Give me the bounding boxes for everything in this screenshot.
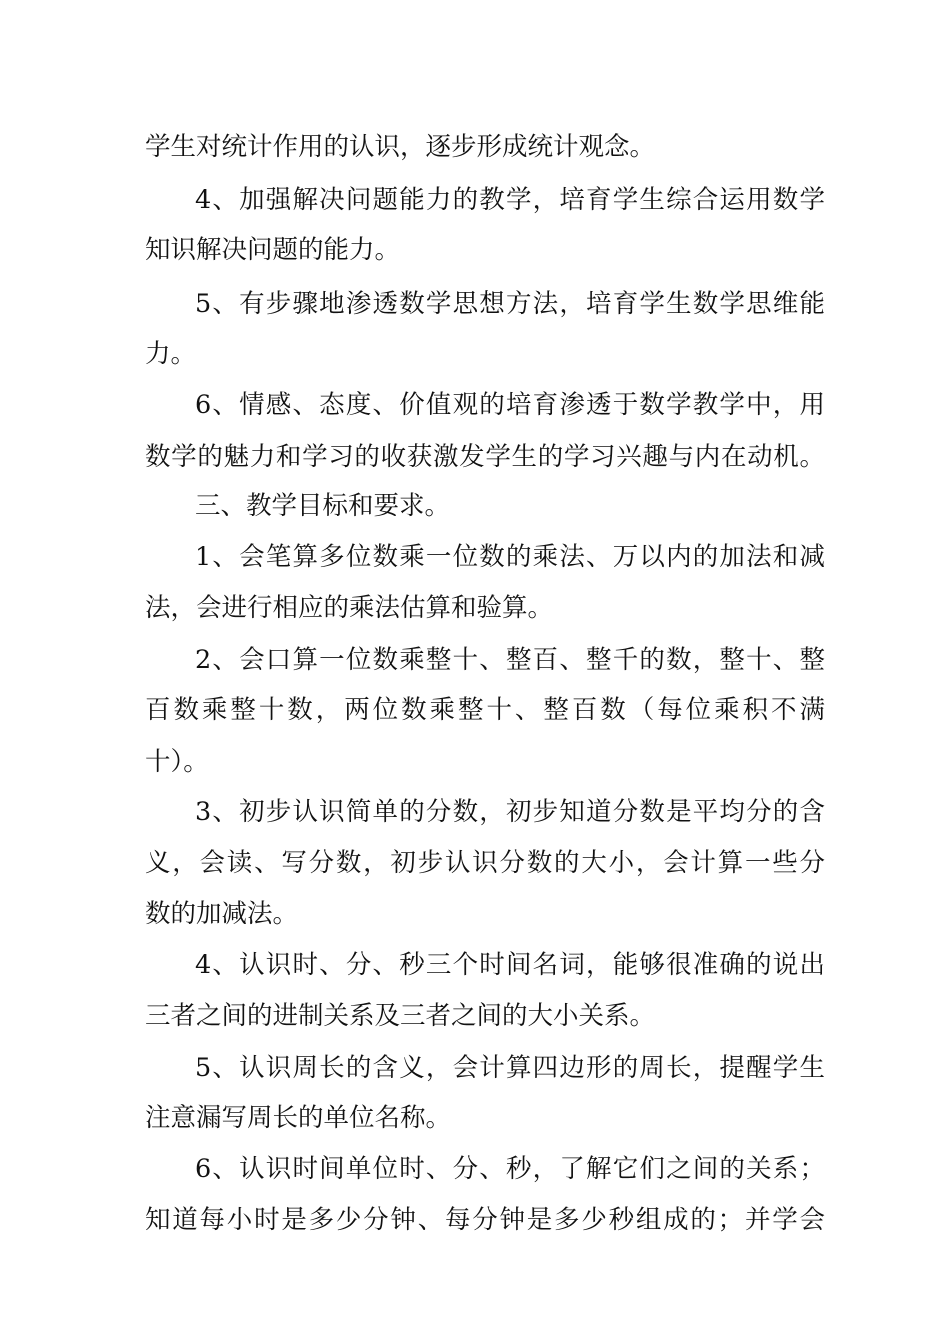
text-line: 力。 [145,339,197,369]
text-line: 4、认识时、分、秒三个时间名词，能够很准确的说出 [195,950,825,980]
text-line: 3、初步认识简单的分数，初步知道分数是平均分的含 [195,797,825,827]
text-line: 十）。 [145,747,209,777]
text-line: 2、会口算一位数乘整十、整百、整千的数，整十、整 [195,645,825,675]
text-line: 5、有步骤地渗透数学思想方法，培育学生数学思维能 [195,289,825,319]
text-line: 数学的魅力和学习的收获激发学生的学习兴趣与内在动机。 [145,442,825,472]
text-line: 知识解决问题的能力。 [145,235,401,265]
section-heading: 三、教学目标和要求。 [195,491,451,521]
text-line: 6、认识时间单位时、分、秒，了解它们之间的关系； [195,1154,825,1184]
text-line: 学生对统计作用的认识，逐步形成统计观念。 [145,132,656,162]
text-line: 知道每小时是多少分钟、每分钟是多少秒组成的；并学会 [145,1205,825,1235]
text-line: 4、加强解决问题能力的教学，培育学生综合运用数学 [195,185,825,215]
text-line: 义，会读、写分数，初步认识分数的大小，会计算一些分 [145,848,825,878]
text-line: 法，会进行相应的乘法估算和验算。 [145,593,554,623]
text-line: 注意漏写周长的单位名称。 [145,1103,452,1133]
text-line: 6、情感、态度、价值观的培育渗透于数学教学中，用 [195,390,825,420]
text-line: 百数乘整十数，两位数乘整十、整百数（每位乘积不满 [145,695,825,725]
text-line: 5、认识周长的含义，会计算四边形的周长，提醒学生 [195,1053,825,1083]
text-line: 数的加减法。 [145,899,299,929]
text-line: 1、会笔算多位数乘一位数的乘法、万以内的加法和减 [195,542,825,572]
text-line: 三者之间的进制关系及三者之间的大小关系。 [145,1001,656,1031]
